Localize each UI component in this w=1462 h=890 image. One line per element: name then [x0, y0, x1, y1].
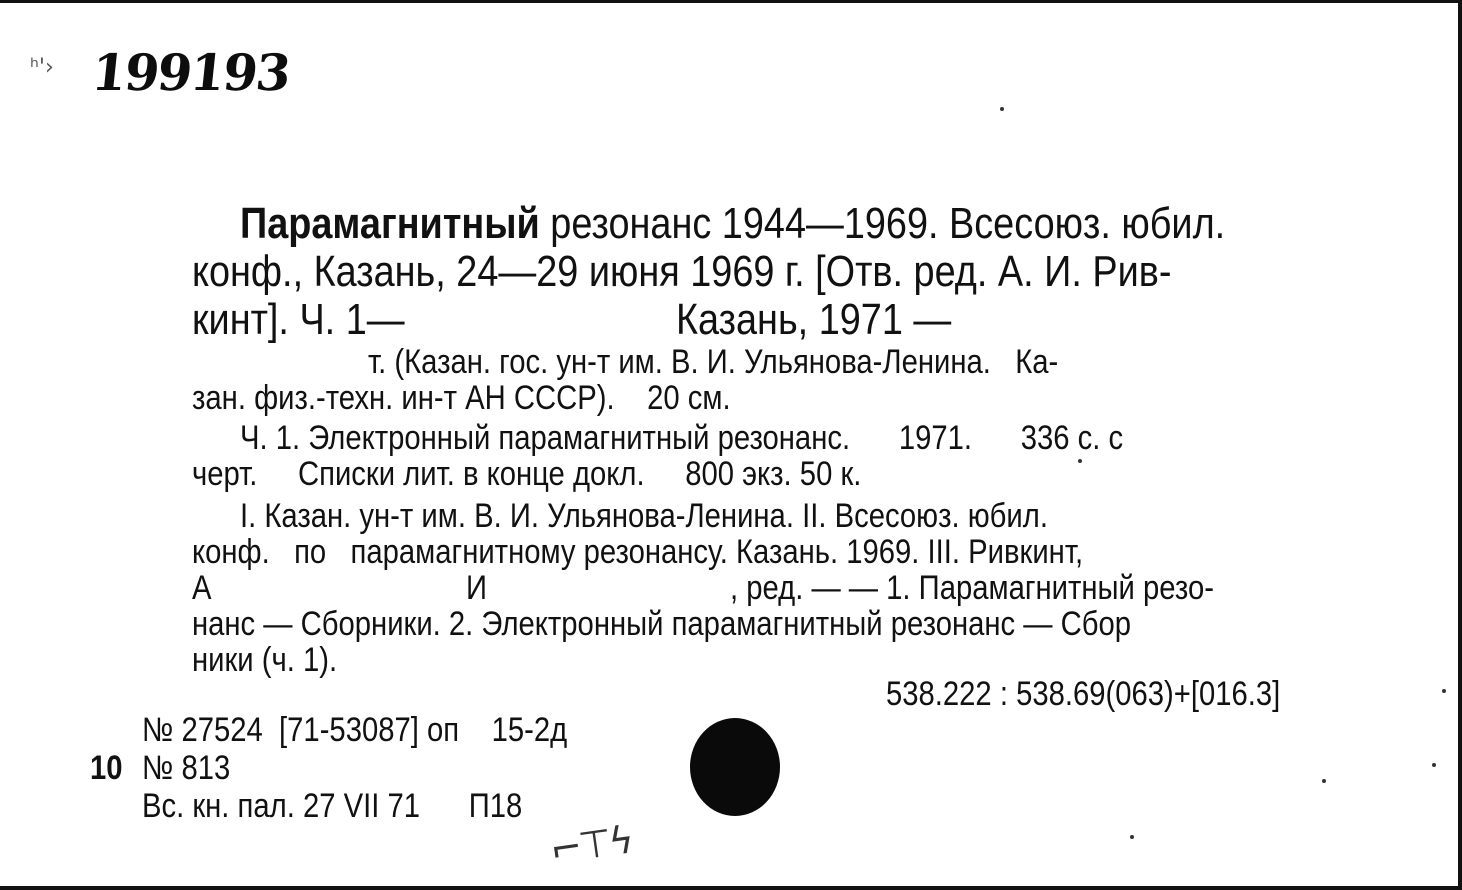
speck [1078, 459, 1082, 463]
entries-line-3a: А [192, 569, 212, 607]
title-bold: Парамагнитный [240, 199, 540, 248]
handwritten-number: 199193 [88, 43, 292, 102]
title-line-2: конф., Казань, 24—29 июня 1969 г. [Отв. ред. А. И. Рив- [192, 247, 1172, 296]
title-line-1 [240, 199, 1225, 249]
entries-line-4: нанс — Сборники. 2. Электронный парамагнитный резонанс — Сбор [192, 605, 1132, 643]
title-line-1-rest: резонанс 1944—1969. Всесоюз. юбил. [539, 199, 1226, 248]
speck [1000, 107, 1004, 111]
entries-line-1: I. Казан. ун-т им. В. И. Ульянова-Ленина. II. Всесоюз. юбил. [240, 497, 1048, 535]
entries-line-2: конф. по парамагнитному резонансу. Казань. 1969. III. Ривкинт, [192, 533, 1084, 571]
punch-hole [690, 718, 780, 816]
part-line-2: черт. Списки лит. в конце докл. 800 экз. 50 к. [192, 455, 862, 493]
speck [1322, 779, 1326, 783]
footer-line-2: № 813 [142, 749, 231, 787]
description-line-1: т. (Казан. гос. ун-т им. В. И. Ульянова-Ленина. Ка- [368, 343, 1059, 381]
title-line-3a: кинт]. Ч. 1— [192, 295, 405, 344]
entries-line-3b: И [466, 569, 488, 607]
scribble-mark: ⌐⊤ϟ [547, 817, 634, 873]
footer-line-1: № 27524 [71-53087] оп 15-2д [142, 711, 568, 749]
footer-line-3: Вс. кн. пал. 27 VII 71 П18 [142, 787, 523, 825]
speck [1442, 689, 1446, 693]
handwritten-mark: ʰ'› [30, 55, 54, 80]
udc-code: 538.222 : 538.69(063)+[016.3] [886, 675, 1281, 713]
part-line-1: Ч. 1. Электронный парамагнитный резонанс. 1971. 336 с. с [240, 419, 1124, 457]
title-line-3b: Казань, 1971 — [676, 295, 952, 344]
description-line-2: зан. физ.-техн. ин-т АН СССР). 20 см. [192, 379, 731, 417]
entries-line-3c: , ред. — — 1. Парамагнитный резо- [730, 569, 1214, 607]
speck [1432, 763, 1436, 767]
footer-line-2-number: 10 [90, 749, 123, 787]
speck [1130, 835, 1134, 839]
entries-line-5: ники (ч. 1). [192, 641, 338, 679]
